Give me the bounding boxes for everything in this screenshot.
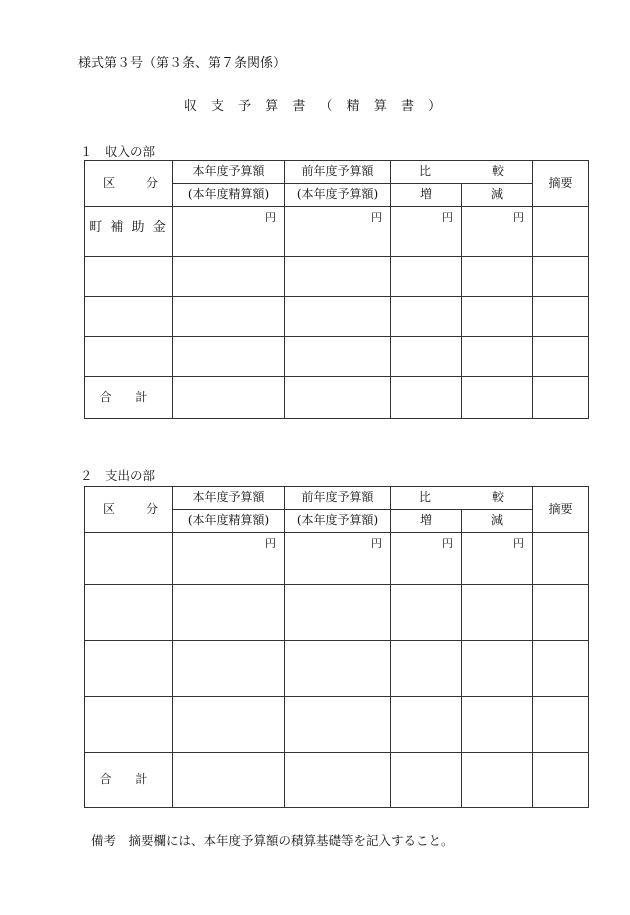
cell[interactable]: [391, 697, 462, 753]
header-current-settlement: (本年度精算額): [173, 184, 285, 207]
header-previous-budget-sub: (本年度予算額): [285, 510, 391, 533]
table-row: [85, 533, 589, 585]
header-comparison: 比 較: [391, 161, 533, 184]
table-row: [85, 337, 589, 377]
table-row: [85, 697, 589, 753]
cell[interactable]: [462, 585, 533, 641]
header-decrease: 減: [462, 510, 533, 533]
cell[interactable]: [173, 257, 285, 297]
cell[interactable]: [533, 377, 589, 419]
remarks-cell[interactable]: [533, 533, 589, 585]
header-kubun: 区 分: [85, 161, 173, 207]
document-title: 収 支 予 算 書 （ 精 算 書 ）: [183, 99, 447, 114]
unit-label: 円: [391, 207, 462, 257]
header-kubun: 区 分: [85, 487, 173, 533]
cell[interactable]: [391, 585, 462, 641]
cell[interactable]: [173, 377, 285, 419]
cell[interactable]: [462, 753, 533, 808]
income-table: [84, 160, 589, 419]
expense-table: [84, 486, 589, 808]
cell[interactable]: [462, 697, 533, 753]
cell[interactable]: [533, 753, 589, 808]
cell[interactable]: [285, 297, 391, 337]
cell[interactable]: [285, 697, 391, 753]
header-previous-budget: 前年度予算額: [285, 487, 391, 510]
cell[interactable]: [462, 337, 533, 377]
header-decrease: 減: [462, 184, 533, 207]
cell[interactable]: [391, 337, 462, 377]
cell[interactable]: [391, 753, 462, 808]
unit-label: 円: [462, 207, 533, 257]
cell[interactable]: [173, 697, 285, 753]
cell[interactable]: [533, 297, 589, 337]
cell[interactable]: [85, 337, 173, 377]
cell[interactable]: [285, 585, 391, 641]
cell[interactable]: [173, 753, 285, 808]
form-number: 様式第３号（第３条、第７条関係）: [78, 56, 287, 71]
cell[interactable]: [285, 753, 391, 808]
cell[interactable]: [285, 641, 391, 697]
total-label: 合 計: [85, 753, 173, 808]
table-row: [85, 257, 589, 297]
header-increase: 増: [391, 184, 462, 207]
cell[interactable]: [533, 257, 589, 297]
remarks-note: 備考 摘要欄には、本年度予算額の積算基礎等を記入すること。: [91, 833, 454, 848]
cell[interactable]: [173, 297, 285, 337]
table-row: [85, 297, 589, 337]
cell[interactable]: [391, 377, 462, 419]
cell[interactable]: [533, 337, 589, 377]
cell[interactable]: [462, 641, 533, 697]
cell[interactable]: [285, 377, 391, 419]
cell[interactable]: [391, 257, 462, 297]
cell[interactable]: [533, 641, 589, 697]
cell[interactable]: [533, 697, 589, 753]
table-row: [85, 641, 589, 697]
header-previous-budget: 前年度予算額: [285, 161, 391, 184]
unit-label: 円: [173, 207, 285, 257]
unit-label: 円: [462, 533, 533, 585]
cell[interactable]: [533, 585, 589, 641]
cell[interactable]: [462, 297, 533, 337]
header-current-budget: 本年度予算額: [173, 161, 285, 184]
cell[interactable]: [173, 641, 285, 697]
cell[interactable]: [173, 585, 285, 641]
table-row: [85, 207, 589, 257]
expense-section-title: ２ 支出の部: [80, 468, 156, 483]
cell[interactable]: [85, 641, 173, 697]
remarks-cell[interactable]: [533, 207, 589, 257]
cell[interactable]: [391, 641, 462, 697]
unit-label: 円: [285, 207, 391, 257]
total-label: 合 計: [85, 377, 173, 419]
row-label-cell[interactable]: [85, 533, 173, 585]
income-section-title: １ 収入の部: [80, 144, 156, 159]
header-increase: 増: [391, 510, 462, 533]
table-row: [85, 585, 589, 641]
total-row: [85, 377, 589, 419]
cell[interactable]: [85, 697, 173, 753]
cell[interactable]: [85, 585, 173, 641]
cell[interactable]: [85, 257, 173, 297]
header-current-budget: 本年度予算額: [173, 487, 285, 510]
unit-label: 円: [391, 533, 462, 585]
header-previous-budget-sub: (本年度予算額): [285, 184, 391, 207]
cell[interactable]: [173, 337, 285, 377]
cell[interactable]: [285, 257, 391, 297]
cell[interactable]: [285, 337, 391, 377]
header-remarks: 摘要: [533, 161, 589, 207]
header-comparison: 比 較: [391, 487, 533, 510]
row-label-subsidy: 町 補 助 金: [85, 207, 173, 257]
cell[interactable]: [462, 377, 533, 419]
header-current-settlement: (本年度精算額): [173, 510, 285, 533]
cell[interactable]: [85, 297, 173, 337]
cell[interactable]: [462, 257, 533, 297]
header-remarks: 摘要: [533, 487, 589, 533]
unit-label: 円: [285, 533, 391, 585]
cell[interactable]: [391, 297, 462, 337]
unit-label: 円: [173, 533, 285, 585]
total-row: [85, 753, 589, 808]
